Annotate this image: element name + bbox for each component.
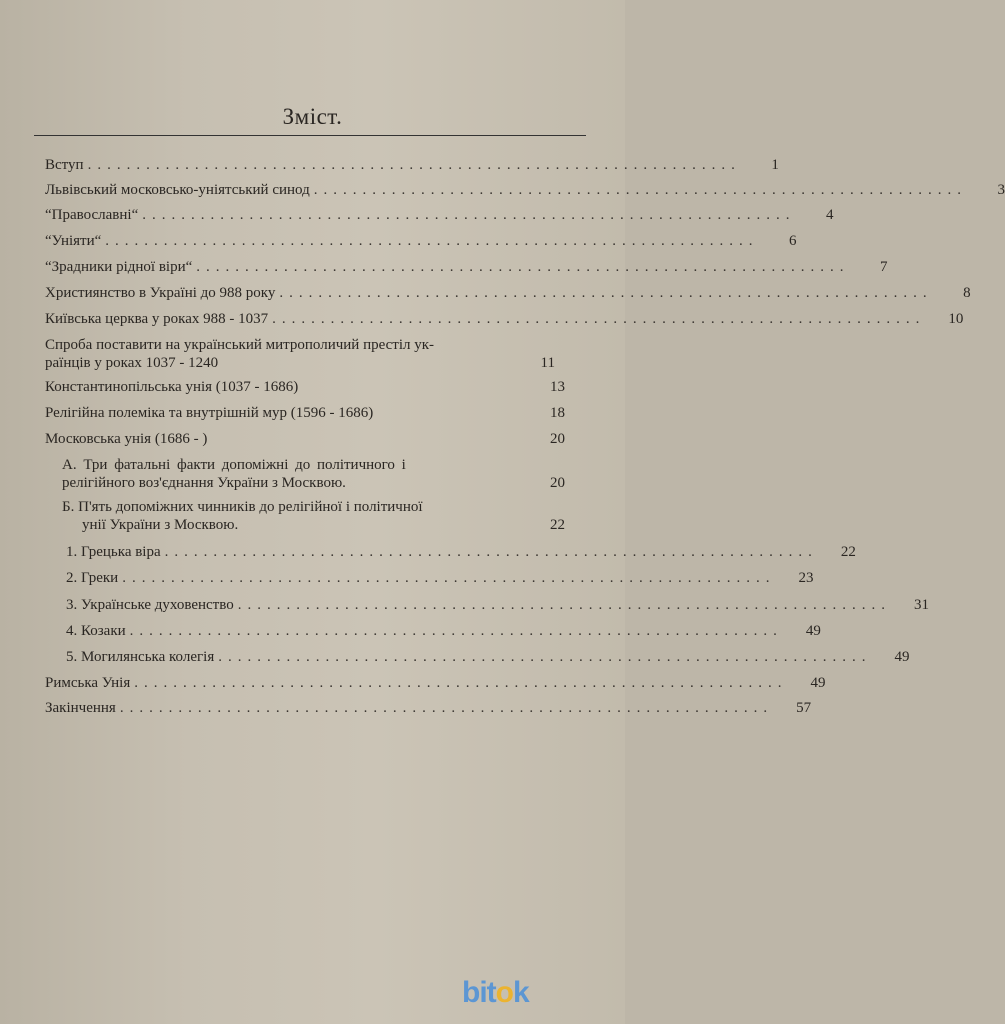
entry-text: Київська церква у роках 988 - 1037 [45,311,269,327]
entry-page: 20 [550,431,565,447]
entry-page: 11 [540,355,555,371]
leader-dots: ................................................................... [272,311,926,327]
toc-entry [45,232,797,250]
entry-page: 22 [550,517,565,533]
toc-entry [45,699,812,717]
toc-entry [45,336,555,372]
entry-page: 18 [550,405,565,421]
entry-page: 49 [810,675,826,691]
entry-text-line2: релігійного воз'єднання України з Москвою. [62,475,346,491]
entry-text-line2: раїнців у роках 1037 - 1240 [45,355,219,371]
toc-entry [66,569,814,587]
leader-dots: ................................................................... [122,570,776,586]
leader-dots: ................................................................... [119,700,774,716]
entry-text: Московська унія (1686 - ) [45,431,208,447]
entry-text-line2: унії України з Москвою. [82,517,239,533]
toc-entry [66,543,856,561]
leader-dots: ................................................................... [218,649,872,665]
leader-dots: ................................................................... [142,207,796,223]
leader-dots: ................................................................... [164,544,818,560]
toc-entry [45,156,779,174]
leader-dots: ................................................................... [196,259,850,275]
toc-entry [45,378,565,396]
toc-entry [62,498,565,534]
entry-text: Християнство в Україні до 988 року [45,285,276,301]
entry-page: 31 [913,597,929,613]
entry-text: Римська Унія [45,675,131,691]
entry-page: 20 [550,475,565,491]
entry-page: 7 [880,259,888,275]
entry-text: 1. Грецька віра [66,544,161,560]
entry-page: 22 [840,544,856,560]
entry-text: Львівський московсько-уніятський синод [45,182,310,198]
entry-text: Закінчення [45,700,116,716]
entry-page: 6 [789,233,797,249]
entry-text: 2. Греки [66,570,119,586]
watermark-logo: bitok [462,976,529,1009]
entry-text: Релігійна полеміка та внутрішній мур (1596 - 1686) [45,405,374,421]
entry-text: 4. Козаки [66,623,126,639]
leader-dots: ................................................................... [313,182,967,198]
toc-entry [45,181,1005,199]
entry-page: 3 [997,182,1005,198]
entry-page: 49 [894,649,910,665]
toc-entry [45,674,826,692]
entry-page: 10 [948,311,964,327]
toc-entry [45,430,565,448]
toc-entry [45,206,834,224]
toc-entry [66,648,910,666]
entry-text: Вступ [45,157,84,173]
entry-page: 4 [826,207,834,223]
toc-entry [45,284,971,302]
leader-dots: ................................................................... [129,623,783,639]
entry-text: 5. Могилянська колегія [66,649,215,665]
title-rule [34,135,586,136]
toc-entry [45,310,964,328]
entry-page: 23 [798,570,814,586]
entry-page: 8 [963,285,971,301]
toc-entry [45,404,565,422]
entry-text-line1: А. Три фатальні факти допоміжні до політичного і [62,457,406,473]
leader-dots: ................................................................... [134,675,788,691]
entry-page: 13 [550,379,565,395]
page-title: Зміст. [282,104,343,129]
toc-entry [62,456,565,492]
entry-text-line1: Спроба поставити на український митрополичий престіл ук- [45,337,435,353]
entry-page: 1 [771,157,779,173]
leader-dots: ................................................................... [237,597,891,613]
entry-page: 49 [805,623,821,639]
toc-entry [45,258,888,276]
entry-text: “Православні“ [45,207,139,223]
entry-text-line1: Б. П'ять допоміжних чинників до релігійної і політичної [62,499,423,515]
entry-text: Константинопільська унія (1037 - 1686) [45,379,299,395]
leader-dots: ................................................................... [279,285,933,301]
leader-dots: ................................................................... [105,233,759,249]
toc-entry [66,622,821,640]
entry-text: “Зрадники рідної віри“ [45,259,193,275]
entry-page: 57 [796,700,812,716]
toc-entry [66,596,929,614]
entry-text: “Уніяти“ [45,233,102,249]
leader-dots: ................................................................... [87,157,741,173]
entry-text: 3. Українське духовенство [66,597,234,613]
